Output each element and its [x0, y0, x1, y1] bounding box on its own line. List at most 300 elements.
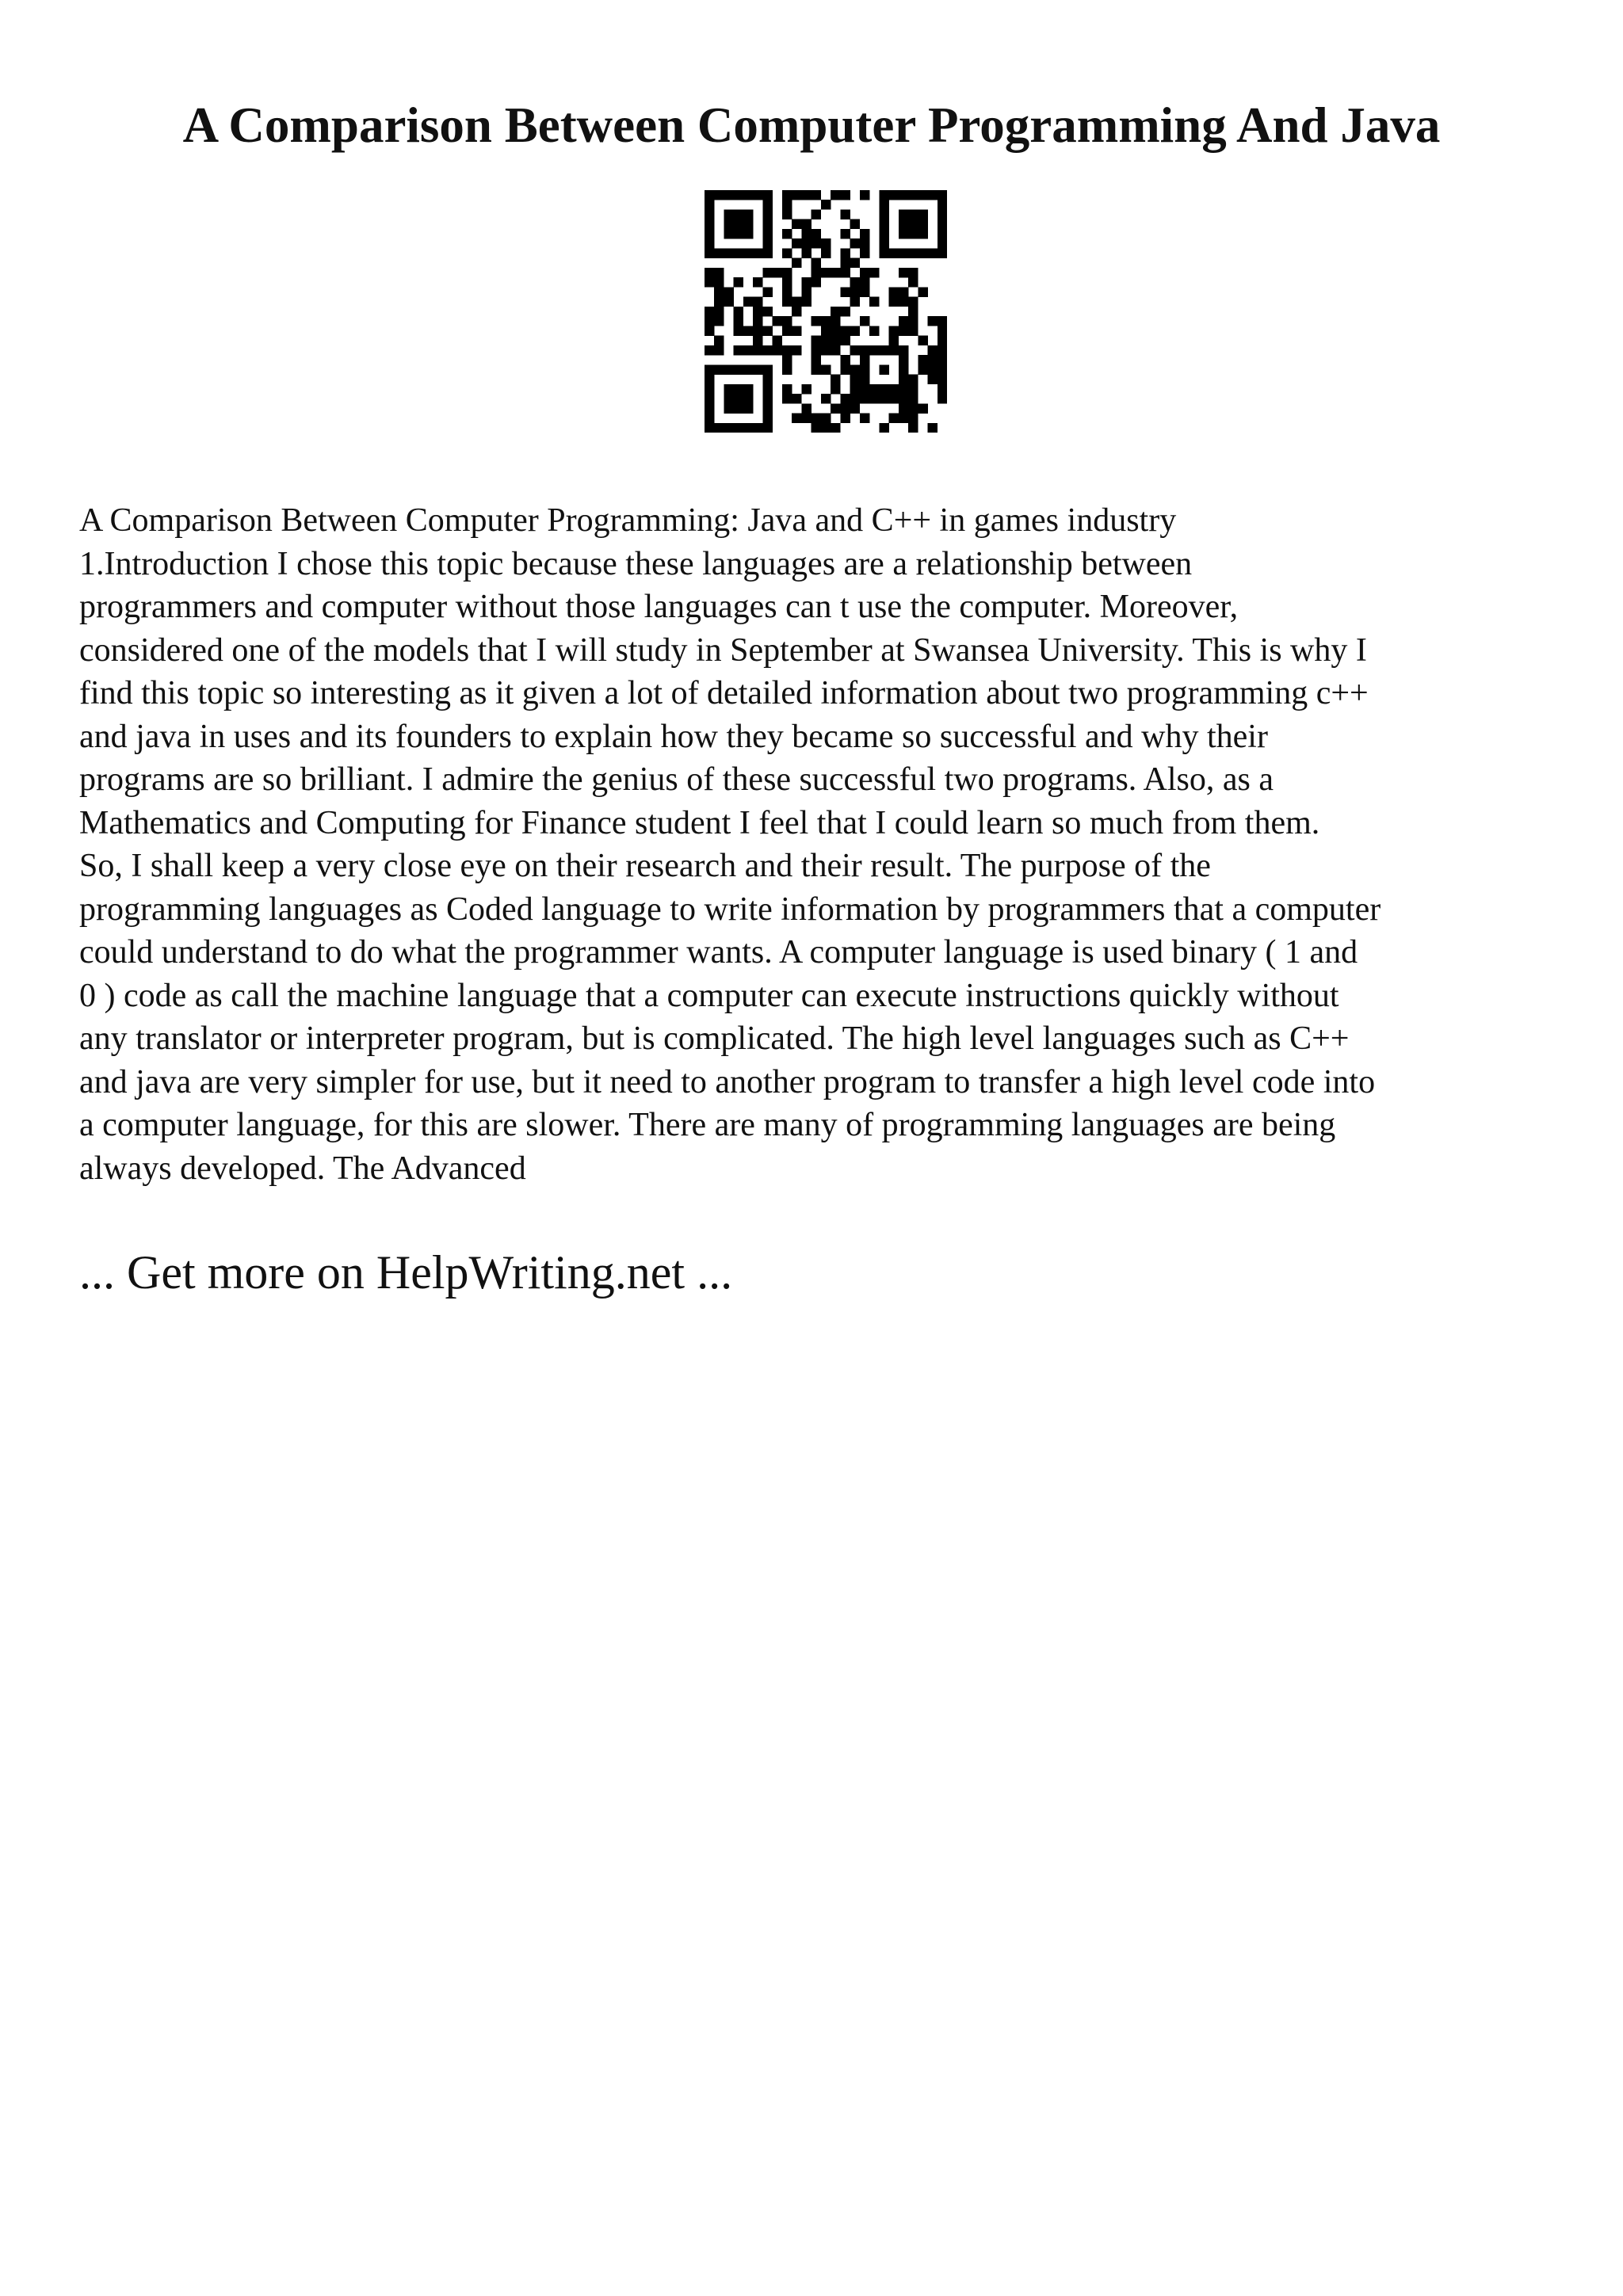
- qr-module: [724, 364, 733, 374]
- qr-module: [762, 219, 772, 229]
- qr-module: [918, 219, 927, 229]
- qr-module: [743, 209, 753, 219]
- qr-module: [899, 326, 908, 335]
- qr-module: [831, 326, 840, 335]
- qr-module: [879, 364, 888, 374]
- qr-module: [908, 423, 918, 433]
- qr-module: [899, 375, 908, 384]
- qr-module: [879, 394, 888, 403]
- qr-module: [734, 229, 743, 238]
- qr-module: [724, 423, 733, 433]
- qr-module: [879, 219, 888, 229]
- qr-module: [860, 355, 869, 364]
- qr-module: [879, 248, 888, 257]
- qr-module: [860, 345, 869, 355]
- qr-module: [889, 414, 899, 423]
- qr-module: [801, 403, 811, 413]
- qr-module: [714, 287, 724, 296]
- qr-module: [792, 219, 801, 229]
- qr-module: [782, 355, 792, 364]
- qr-module: [734, 384, 743, 394]
- body-line: could understand to do what the programmer wants. A computer language is used binary ( 1 and: [79, 934, 1358, 971]
- qr-module: [724, 190, 733, 200]
- qr-module: [831, 423, 840, 433]
- qr-module: [840, 268, 850, 277]
- qr-module: [908, 277, 918, 287]
- qr-module: [879, 345, 888, 355]
- qr-module: [782, 268, 792, 277]
- qr-module: [860, 375, 869, 384]
- qr-module: [714, 307, 724, 316]
- qr-module: [850, 219, 860, 229]
- qr-module: [918, 229, 927, 238]
- qr-module: [831, 384, 840, 394]
- qr-module: [782, 200, 792, 209]
- qr-module: [928, 248, 938, 257]
- qr-module: [743, 219, 753, 229]
- qr-module: [743, 394, 753, 403]
- qr-module: [908, 248, 918, 257]
- qr-module: [743, 297, 753, 307]
- qr-module: [831, 316, 840, 326]
- qr-module: [899, 394, 908, 403]
- qr-module: [860, 414, 869, 423]
- qr-module: [850, 277, 860, 287]
- qr-module: [753, 326, 762, 335]
- qr-module: [801, 190, 811, 200]
- qr-module: [762, 238, 772, 248]
- qr-module: [860, 238, 869, 248]
- qr-module: [714, 297, 724, 307]
- qr-module: [821, 238, 831, 248]
- qr-module: [801, 414, 811, 423]
- qr-module: [734, 423, 743, 433]
- qr-module: [908, 297, 918, 307]
- qr-module: [705, 219, 714, 229]
- qr-module: [714, 345, 724, 355]
- qr-module: [850, 345, 860, 355]
- qr-module: [928, 316, 938, 326]
- qr-module: [899, 268, 908, 277]
- qr-module: [734, 403, 743, 413]
- qr-module: [705, 345, 714, 355]
- qr-module: [762, 403, 772, 413]
- qr-module: [821, 268, 831, 277]
- qr-module: [743, 403, 753, 413]
- qr-module: [812, 238, 821, 248]
- qr-module: [724, 229, 733, 238]
- qr-module: [908, 414, 918, 423]
- qr-module: [753, 297, 762, 307]
- qr-module: [792, 190, 801, 200]
- qr-module: [831, 345, 840, 355]
- qr-module: [850, 287, 860, 296]
- qr-module: [792, 307, 801, 316]
- qr-module: [918, 287, 927, 296]
- qr-module: [812, 268, 821, 277]
- qr-module: [743, 345, 753, 355]
- qr-module: [850, 394, 860, 403]
- qr-module: [762, 364, 772, 374]
- qr-module: [850, 364, 860, 374]
- qr-module: [782, 345, 792, 355]
- qr-module: [743, 423, 753, 433]
- qr-module: [705, 200, 714, 209]
- qr-module: [908, 316, 918, 326]
- qr-module: [840, 209, 850, 219]
- qr-module: [743, 384, 753, 394]
- qr-module: [762, 414, 772, 423]
- qr-module: [850, 403, 860, 413]
- qr-module: [812, 355, 821, 364]
- qr-module: [724, 297, 733, 307]
- qr-module: [821, 326, 831, 335]
- qr-code-icon[interactable]: [705, 190, 947, 433]
- qr-module: [773, 316, 782, 326]
- qr-module: [850, 326, 860, 335]
- qr-module: [801, 384, 811, 394]
- qr-module: [908, 268, 918, 277]
- qr-module: [938, 336, 947, 345]
- body-line: programming languages as Coded language to write information by programmers that a computer: [79, 891, 1381, 928]
- body-line: always developed. The Advanced: [79, 1150, 526, 1187]
- qr-module: [812, 229, 821, 238]
- qr-module: [821, 345, 831, 355]
- body-line: programs are so brilliant. I admire the genius of these successful two programs. Also, as a: [79, 761, 1274, 798]
- qr-module: [705, 394, 714, 403]
- qr-module: [928, 345, 938, 355]
- qr-module: [782, 364, 792, 374]
- qr-module: [938, 355, 947, 364]
- qr-module: [840, 229, 850, 238]
- qr-module: [782, 277, 792, 287]
- qr-module: [899, 414, 908, 423]
- qr-module: [840, 403, 850, 413]
- qr-module: [938, 364, 947, 374]
- qr-module: [714, 423, 724, 433]
- qr-module: [714, 268, 724, 277]
- qr-module: [899, 345, 908, 355]
- qr-module: [860, 364, 869, 374]
- qr-module: [753, 190, 762, 200]
- body-line: considered one of the models that I will study in September at Swansea University. This is why I: [79, 631, 1367, 669]
- qr-module: [879, 209, 888, 219]
- qr-module: [762, 307, 772, 316]
- qr-module: [762, 326, 772, 335]
- qr-module: [850, 297, 860, 307]
- qr-module: [734, 219, 743, 229]
- qr-module: [938, 219, 947, 229]
- qr-module: [918, 364, 927, 374]
- qr-module: [938, 238, 947, 248]
- qr-module: [908, 209, 918, 219]
- qr-module: [899, 287, 908, 296]
- qr-module: [734, 307, 743, 316]
- qr-module: [705, 277, 714, 287]
- qr-module: [850, 375, 860, 384]
- qr-module: [860, 248, 869, 257]
- qr-module: [918, 403, 927, 413]
- qr-module: [753, 248, 762, 257]
- qr-module: [734, 345, 743, 355]
- qr-module: [812, 277, 821, 287]
- qr-module: [869, 345, 879, 355]
- qr-module: [860, 287, 869, 296]
- qr-module: [899, 384, 908, 394]
- qr-module: [821, 414, 831, 423]
- qr-module: [812, 423, 821, 433]
- qr-module: [928, 375, 938, 384]
- qr-module: [860, 268, 869, 277]
- qr-module: [792, 326, 801, 335]
- qr-module: [899, 316, 908, 326]
- qr-module: [705, 423, 714, 433]
- qr-module: [724, 403, 733, 413]
- qr-module: [801, 238, 811, 248]
- qr-module: [908, 394, 918, 403]
- qr-module: [840, 336, 850, 345]
- qr-module: [705, 248, 714, 257]
- qr-module: [821, 316, 831, 326]
- qr-module: [773, 336, 782, 345]
- qr-module: [762, 287, 772, 296]
- qr-module: [762, 345, 772, 355]
- qr-module: [762, 423, 772, 433]
- qr-module: [782, 316, 792, 326]
- qr-module: [831, 307, 840, 316]
- qr-module: [782, 248, 792, 257]
- body-line: Mathematics and Computing for Finance student I feel that I could learn so much from them.: [79, 804, 1320, 841]
- qr-module: [724, 384, 733, 394]
- qr-module: [879, 200, 888, 209]
- qr-module: [782, 326, 792, 335]
- qr-module: [812, 364, 821, 374]
- qr-module: [734, 326, 743, 335]
- document-title: A Comparison Between Computer Programming And Java: [182, 97, 1441, 153]
- qr-module: [928, 423, 938, 433]
- qr-module: [734, 248, 743, 257]
- qr-module: [753, 336, 762, 345]
- qr-module: [938, 394, 947, 403]
- qr-module: [850, 384, 860, 394]
- qr-module: [734, 190, 743, 200]
- qr-module: [734, 394, 743, 403]
- qr-module: [812, 190, 821, 200]
- qr-module: [850, 258, 860, 268]
- qr-module: [860, 277, 869, 287]
- qr-module: [812, 209, 821, 219]
- qr-module: [705, 384, 714, 394]
- qr-module: [801, 297, 811, 307]
- qr-module: [792, 297, 801, 307]
- qr-module: [869, 326, 879, 335]
- body-line: So, I shall keep a very close eye on their research and their result. The purpose of the: [79, 848, 1211, 884]
- qr-module: [705, 190, 714, 200]
- qr-module: [762, 384, 772, 394]
- qr-module: [762, 248, 772, 257]
- qr-module: [782, 384, 792, 394]
- qr-module: [889, 190, 899, 200]
- body-line: programmers and computer without those languages can t use the computer. Moreover,: [79, 589, 1239, 625]
- qr-module: [840, 248, 850, 257]
- qr-module: [831, 336, 840, 345]
- qr-module: [938, 316, 947, 326]
- qr-module: [918, 248, 927, 257]
- qr-module: [753, 423, 762, 433]
- qr-module: [879, 229, 888, 238]
- qr-module: [938, 375, 947, 384]
- qr-module: [743, 229, 753, 238]
- qr-module: [782, 209, 792, 219]
- qr-module: [869, 268, 879, 277]
- qr-module: [918, 209, 927, 219]
- qr-module: [879, 238, 888, 248]
- qr-module: [753, 307, 762, 316]
- qr-module: [860, 384, 869, 394]
- qr-module: [938, 248, 947, 257]
- qr-module: [889, 326, 899, 335]
- qr-module: [762, 190, 772, 200]
- qr-module: [869, 384, 879, 394]
- qr-module: [831, 190, 840, 200]
- qr-module: [743, 190, 753, 200]
- qr-module: [821, 394, 831, 403]
- qr-module: [860, 394, 869, 403]
- qr-module: [705, 326, 714, 335]
- qr-module: [801, 229, 811, 238]
- qr-module: [821, 423, 831, 433]
- qr-module: [860, 229, 869, 238]
- qr-module: [705, 268, 714, 277]
- qr-module: [705, 375, 714, 384]
- qr-module: [753, 316, 762, 326]
- qr-module: [705, 403, 714, 413]
- qr-module: [792, 394, 801, 403]
- qr-module: [860, 316, 869, 326]
- qr-module: [724, 287, 733, 296]
- qr-module: [705, 364, 714, 374]
- qr-module: [899, 248, 908, 257]
- qr-module: [782, 394, 792, 403]
- qr-module: [753, 345, 762, 355]
- qr-module: [773, 345, 782, 355]
- qr-module: [908, 219, 918, 229]
- qr-module: [782, 190, 792, 200]
- qr-module: [705, 316, 714, 326]
- qr-module: [899, 190, 908, 200]
- qr-module: [801, 287, 811, 296]
- qr-module: [724, 394, 733, 403]
- qr-module: [812, 345, 821, 355]
- qr-module: [889, 384, 899, 394]
- qr-module: [899, 297, 908, 307]
- qr-module: [938, 190, 947, 200]
- qr-module: [908, 384, 918, 394]
- qr-module: [938, 209, 947, 219]
- qr-module: [889, 394, 899, 403]
- qr-module: [821, 364, 831, 374]
- get-more-link[interactable]: ... Get more on HelpWriting.net ...: [79, 1246, 733, 1299]
- qr-module: [899, 403, 908, 413]
- qr-module: [918, 336, 927, 345]
- qr-module: [840, 258, 850, 268]
- qr-module: [899, 209, 908, 219]
- qr-module: [801, 277, 811, 287]
- qr-module: [831, 403, 840, 413]
- qr-module: [928, 355, 938, 364]
- body-line: 0 ) code as call the machine language that a computer can execute instructions quickly without: [79, 977, 1339, 1014]
- body-line: and java in uses and its founders to explain how they became so successful and why their: [79, 718, 1268, 755]
- qr-module: [705, 238, 714, 248]
- body-line: a computer language, for this are slower. There are many of programming languages are being: [79, 1107, 1336, 1143]
- qr-module: [714, 248, 724, 257]
- qr-module: [889, 345, 899, 355]
- qr-module: [840, 326, 850, 335]
- qr-module: [821, 248, 831, 257]
- qr-module: [812, 316, 821, 326]
- qr-module: [899, 364, 908, 374]
- qr-module: [908, 190, 918, 200]
- qr-module: [812, 258, 821, 268]
- qr-module: [714, 364, 724, 374]
- qr-module: [840, 307, 850, 316]
- qr-module: [734, 277, 743, 287]
- qr-module: [840, 190, 850, 200]
- qr-module: [762, 200, 772, 209]
- qr-module: [918, 355, 927, 364]
- qr-module: [705, 209, 714, 219]
- qr-module: [753, 364, 762, 374]
- qr-module: [782, 229, 792, 238]
- qr-module: [879, 190, 888, 200]
- qr-module: [743, 364, 753, 374]
- body-line: any translator or interpreter program, but is complicated. The high level languages such as C++: [79, 1020, 1350, 1057]
- qr-module: [889, 287, 899, 296]
- qr-module: [734, 209, 743, 219]
- body-line: find this topic so interesting as it given a lot of detailed information about two programming c++: [79, 675, 1369, 711]
- qr-module: [792, 414, 801, 423]
- qr-module: [792, 238, 801, 248]
- body-line: A Comparison Between Computer Programming: Java and C++ in games industry: [79, 502, 1177, 539]
- qr-module: [938, 326, 947, 335]
- qr-module: [908, 307, 918, 316]
- qr-module: [724, 248, 733, 257]
- qr-module: [724, 209, 733, 219]
- qr-module: [879, 423, 888, 433]
- qr-module: [908, 326, 918, 335]
- qr-module: [899, 355, 908, 364]
- qr-module: [938, 200, 947, 209]
- qr-module: [938, 345, 947, 355]
- qr-module: [734, 316, 743, 326]
- qr-module: [869, 297, 879, 307]
- qr-module: [705, 307, 714, 316]
- qr-module: [801, 248, 811, 257]
- qr-module: [753, 277, 762, 287]
- body-line: and java are very simpler for use, but it need to another program to transfer a high level code into: [79, 1063, 1376, 1100]
- qr-module: [821, 336, 831, 345]
- qr-module: [899, 219, 908, 229]
- qr-module: [840, 394, 850, 403]
- qr-module: [908, 403, 918, 413]
- qr-module: [705, 414, 714, 423]
- qr-module: [812, 414, 821, 423]
- qr-module: [724, 219, 733, 229]
- qr-module: [899, 229, 908, 238]
- qr-module: [928, 190, 938, 200]
- qr-module: [762, 209, 772, 219]
- qr-module: [850, 238, 860, 248]
